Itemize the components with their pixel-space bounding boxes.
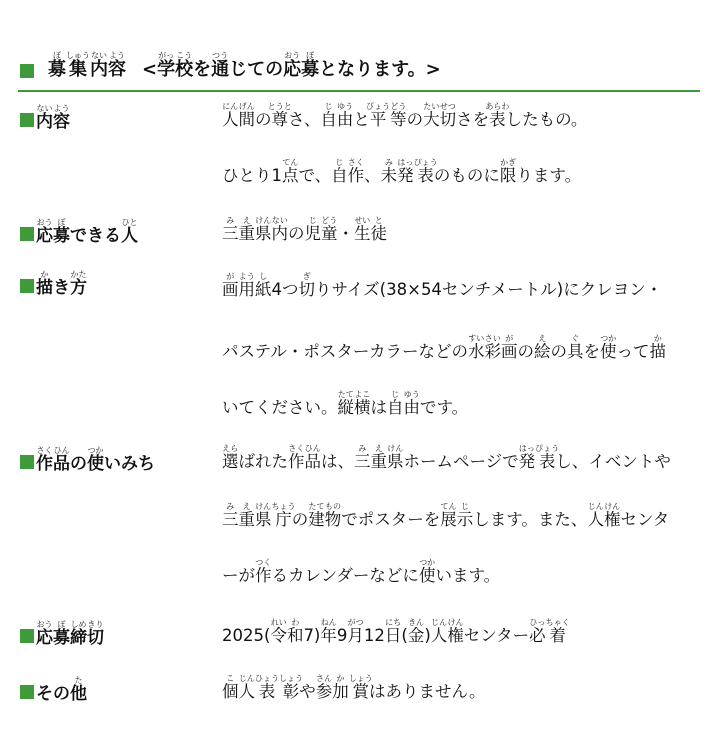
usage-line-2: 三み重え県けん庁ちょうの建たて物ものでポスターを展てん示じします。また、人じん権けんセンタ: [222, 502, 670, 529]
green-square-icon: [20, 279, 34, 293]
label-other: [20, 676, 87, 704]
label-content: [20, 104, 70, 132]
label-text: その他た: [36, 676, 87, 704]
green-square-icon: [20, 113, 34, 127]
eligibility-line-1: 三み重え県けん内ないの児じ童どう・生せい徒と: [222, 216, 387, 243]
drawing-line-3: いてください。縦たて横よこは自じ由ゆうです。: [222, 390, 469, 417]
content-line-2: ひとり1点てんで、自じ作さく、未み発はっ表ぴょうのものに限かぎります。: [222, 158, 582, 185]
label-eligibility: [20, 218, 138, 246]
header-title: 募ぼ集しゅう内ない容よう: [48, 51, 126, 80]
label-text: 作さく品ひんの使つかいみち: [36, 446, 155, 474]
label-text: 内ない容よう: [36, 104, 70, 132]
usage-line-1: 選えらばれた作さく品ひんは、三み重え県けんホームページで発はっ表ぴょうし、イベントや: [222, 444, 671, 471]
green-square-icon: [20, 629, 34, 643]
section-header: [20, 40, 441, 84]
drawing-line-2: パステル・ポスターカラーなどの水すい彩さい画がの絵えの具ぐを使つかって描か: [222, 334, 667, 361]
label-text: 応おう募ぼできる人ひと: [36, 218, 138, 246]
deadline-line-1: 2025(令れい和わ7)年ねん9月がつ12日にち(金きん)人じん権けんセンター必ひっ着ちゃく: [222, 618, 570, 645]
drawing-line-1: 画が用よう紙し4つ切ぎりサイズ(38×54センチメートル)にクレヨン・: [222, 272, 663, 299]
green-square-icon: [20, 685, 34, 699]
header-divider: [18, 90, 700, 92]
header-subtitle: <学がっ校こうを通つうじての応おう募ぼとなります。>: [142, 51, 441, 80]
green-square-icon: [20, 455, 34, 469]
label-usage: [20, 446, 155, 474]
label-text: 応おう募ぼ締しめ切きり: [36, 620, 104, 648]
content-line-1: 人にん間げんの尊とうとさ、自じ由ゆうと平びょう等どうの大たい切せつさを表あらわしたもの。: [222, 102, 588, 129]
usage-line-3: ーが作つくるカレンダーなどに使つかいます。: [222, 558, 501, 585]
label-how-to-draw: [20, 270, 87, 298]
green-square-icon: [20, 227, 34, 241]
other-line-1: 個こ人じん表ひょう彰しょうや参さん加か賞しょうはありません。: [222, 674, 486, 701]
green-square-icon: [20, 64, 34, 78]
label-deadline: [20, 620, 104, 648]
label-text: 描かき方かた: [36, 270, 87, 298]
